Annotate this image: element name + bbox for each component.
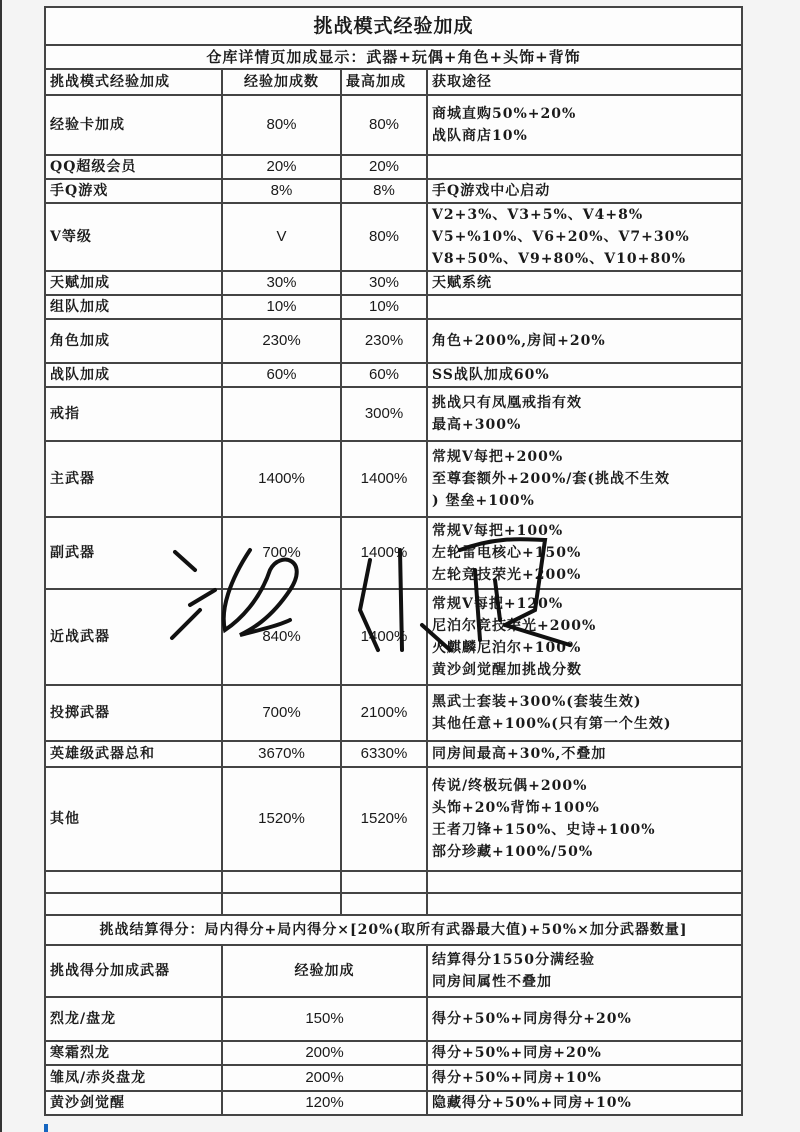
row-bonus: 230% [222,319,341,363]
source-line: 天赋系统 [432,275,492,291]
table-row [45,363,742,387]
empty-cell [45,893,222,915]
source-line: 常规V每把+100% [432,523,564,539]
table-row [45,589,742,685]
source-line: 角色+200%,房间+20% [432,333,606,349]
page-title: 挑战模式经验加成 [45,7,742,45]
row-category: V等级 [45,203,222,271]
row-source [427,95,742,155]
row-max: 20% [341,155,427,179]
score-bonus: 150% [222,997,427,1041]
source-line: 传说/终极玩偶+200% [432,778,588,794]
score-header-weapon: 挑战得分加成武器 [45,945,222,997]
row-source [427,203,742,271]
row-source [427,589,742,685]
score-bonus: 200% [222,1065,427,1091]
header-category: 挑战模式经验加成 [45,69,222,95]
table-row [45,155,742,179]
table-row [45,95,742,155]
source-line: 战队商店10% [432,128,528,144]
table-row [45,271,742,295]
source-line: 其他任意+100%(只有第一个生效) [432,716,672,732]
score-weapon: 烈龙/盘龙 [45,997,222,1041]
row-bonus: 840% [222,589,341,685]
score-note: 得分+50%+同房+10% [427,1065,742,1091]
row-category: 副武器 [45,517,222,589]
row-max: 80% [341,203,427,271]
table-row [45,441,742,517]
row-max: 1400% [341,517,427,589]
table-row [45,179,742,203]
row-source [427,741,742,767]
empty-cell [45,871,222,893]
score-weapon: 雏凤/赤炎盘龙 [45,1065,222,1091]
row-max: 300% [341,387,427,441]
row-bonus: 30% [222,271,341,295]
row-bonus: V [222,203,341,271]
row-bonus: 10% [222,295,341,319]
source-line: 最高+300% [432,417,522,433]
score-header-bonus: 经验加成 [222,945,427,997]
source-line: V8+50%、V9+80%、V10+80% [432,251,687,267]
empty-rows [45,871,742,915]
row-bonus: 700% [222,517,341,589]
source-line: 同房间最高+30%,不叠加 [432,746,607,762]
score-note-line: 结算得分1550分满经验 [432,952,595,968]
row-category: 角色加成 [45,319,222,363]
row-source [427,685,742,741]
score-header-note [427,945,742,997]
row-bonus: 3670% [222,741,341,767]
score-weapon: 寒霜烈龙 [45,1041,222,1065]
score-note: 得分+50%+同房得分+20% [427,997,742,1041]
row-max: 30% [341,271,427,295]
table-row [45,319,742,363]
row-category: 经验卡加成 [45,95,222,155]
row-category: 英雄级武器总和 [45,741,222,767]
header-bonus: 经验加成数 [222,69,341,95]
score-weapon: 黄沙剑觉醒 [45,1091,222,1115]
table-row [45,741,742,767]
empty-cell [222,893,341,915]
blue-marker [44,1124,48,1132]
empty-cell [341,871,427,893]
row-category: 近战武器 [45,589,222,685]
table-row [45,767,742,871]
row-category: 手Q游戏 [45,179,222,203]
score-note: 得分+50%+同房+20% [427,1041,742,1065]
row-source [427,363,742,387]
empty-row [45,871,742,893]
table-row [45,517,742,589]
score-bonus: 120% [222,1091,427,1115]
source-line: V2+3%、V3+5%、V4+8% [432,207,644,223]
row-bonus: 8% [222,179,341,203]
document-page [44,6,741,1116]
row-bonus [222,387,341,441]
row-source [427,271,742,295]
empty-row [45,893,742,915]
row-bonus: 60% [222,363,341,387]
source-line: V5+%10%、V6+20%、V7+30% [432,229,690,245]
source-line: SS战队加成60% [432,367,550,383]
score-bonus: 200% [222,1041,427,1065]
row-source [427,767,742,871]
row-max: 6330% [341,741,427,767]
table-row [45,387,742,441]
source-line: 左轮雷电核心+150% [432,545,582,561]
row-category: 投掷武器 [45,685,222,741]
source-line: 挑战只有凤凰戒指有效 [432,395,582,411]
score-formula: 挑战结算得分：局内得分+局内得分×[20%(取所有武器最大值)+50%×加分武器数量] [45,915,742,945]
empty-cell [427,871,742,893]
empty-cell [341,893,427,915]
source-line: 火麒麟尼泊尔+100% [432,640,582,656]
table-row [45,295,742,319]
source-line: 常规V每把+120% [432,596,564,612]
score-row [45,1041,742,1065]
row-category: 战队加成 [45,363,222,387]
row-category: QQ超级会员 [45,155,222,179]
row-source [427,319,742,363]
row-max: 2100% [341,685,427,741]
row-category: 戒指 [45,387,222,441]
row-bonus: 20% [222,155,341,179]
row-max: 230% [341,319,427,363]
table-row [45,685,742,741]
row-bonus: 1520% [222,767,341,871]
source-line: 黄沙剑觉醒加挑战分数 [432,662,582,678]
subtitle: 仓库详情页加成显示：武器+玩偶+角色+头饰+背饰 [45,45,742,69]
source-line: 左轮竞技荣光+200% [432,567,582,583]
source-line: 常规V每把+200% [432,449,564,465]
row-source [427,155,742,179]
score-rows [45,997,742,1115]
table-row [45,203,742,271]
row-source [427,179,742,203]
header-source: 获取途径 [427,69,742,95]
row-category: 天赋加成 [45,271,222,295]
source-line: 头饰+20%背饰+100% [432,800,600,816]
row-max: 8% [341,179,427,203]
row-source [427,295,742,319]
row-bonus: 80% [222,95,341,155]
source-line: 尼泊尔竞技荣光+200% [432,618,597,634]
source-line: 黑武士套装+300%(套装生效) [432,694,642,710]
row-bonus: 1400% [222,441,341,517]
row-category: 组队加成 [45,295,222,319]
row-source [427,441,742,517]
row-source [427,387,742,441]
main-rows [45,95,742,871]
row-bonus: 700% [222,685,341,741]
empty-cell [427,893,742,915]
source-line: ) 堡垒+100% [432,493,535,509]
row-max: 1400% [341,589,427,685]
row-max: 80% [341,95,427,155]
row-category: 其他 [45,767,222,871]
header-max: 最高加成 [341,69,427,95]
score-row [45,997,742,1041]
left-border [0,0,2,1132]
score-note: 隐藏得分+50%+同房+10% [427,1091,742,1115]
empty-cell [222,871,341,893]
row-max: 60% [341,363,427,387]
row-category: 主武器 [45,441,222,517]
score-row [45,1091,742,1115]
source-line: 部分珍藏+100%/50% [432,844,594,860]
row-max: 1520% [341,767,427,871]
row-source [427,517,742,589]
score-note-line: 同房间属性不叠加 [432,974,552,990]
source-line: 王者刀锋+150%、史诗+100% [432,822,656,838]
row-max: 10% [341,295,427,319]
source-line: 至尊套额外+200%/套(挑战不生效 [432,471,670,487]
source-line: 手Q游戏中心启动 [432,183,551,199]
row-max: 1400% [341,441,427,517]
score-row [45,1065,742,1091]
exp-bonus-table [44,6,743,1116]
source-line: 商城直购50%+20% [432,106,577,122]
